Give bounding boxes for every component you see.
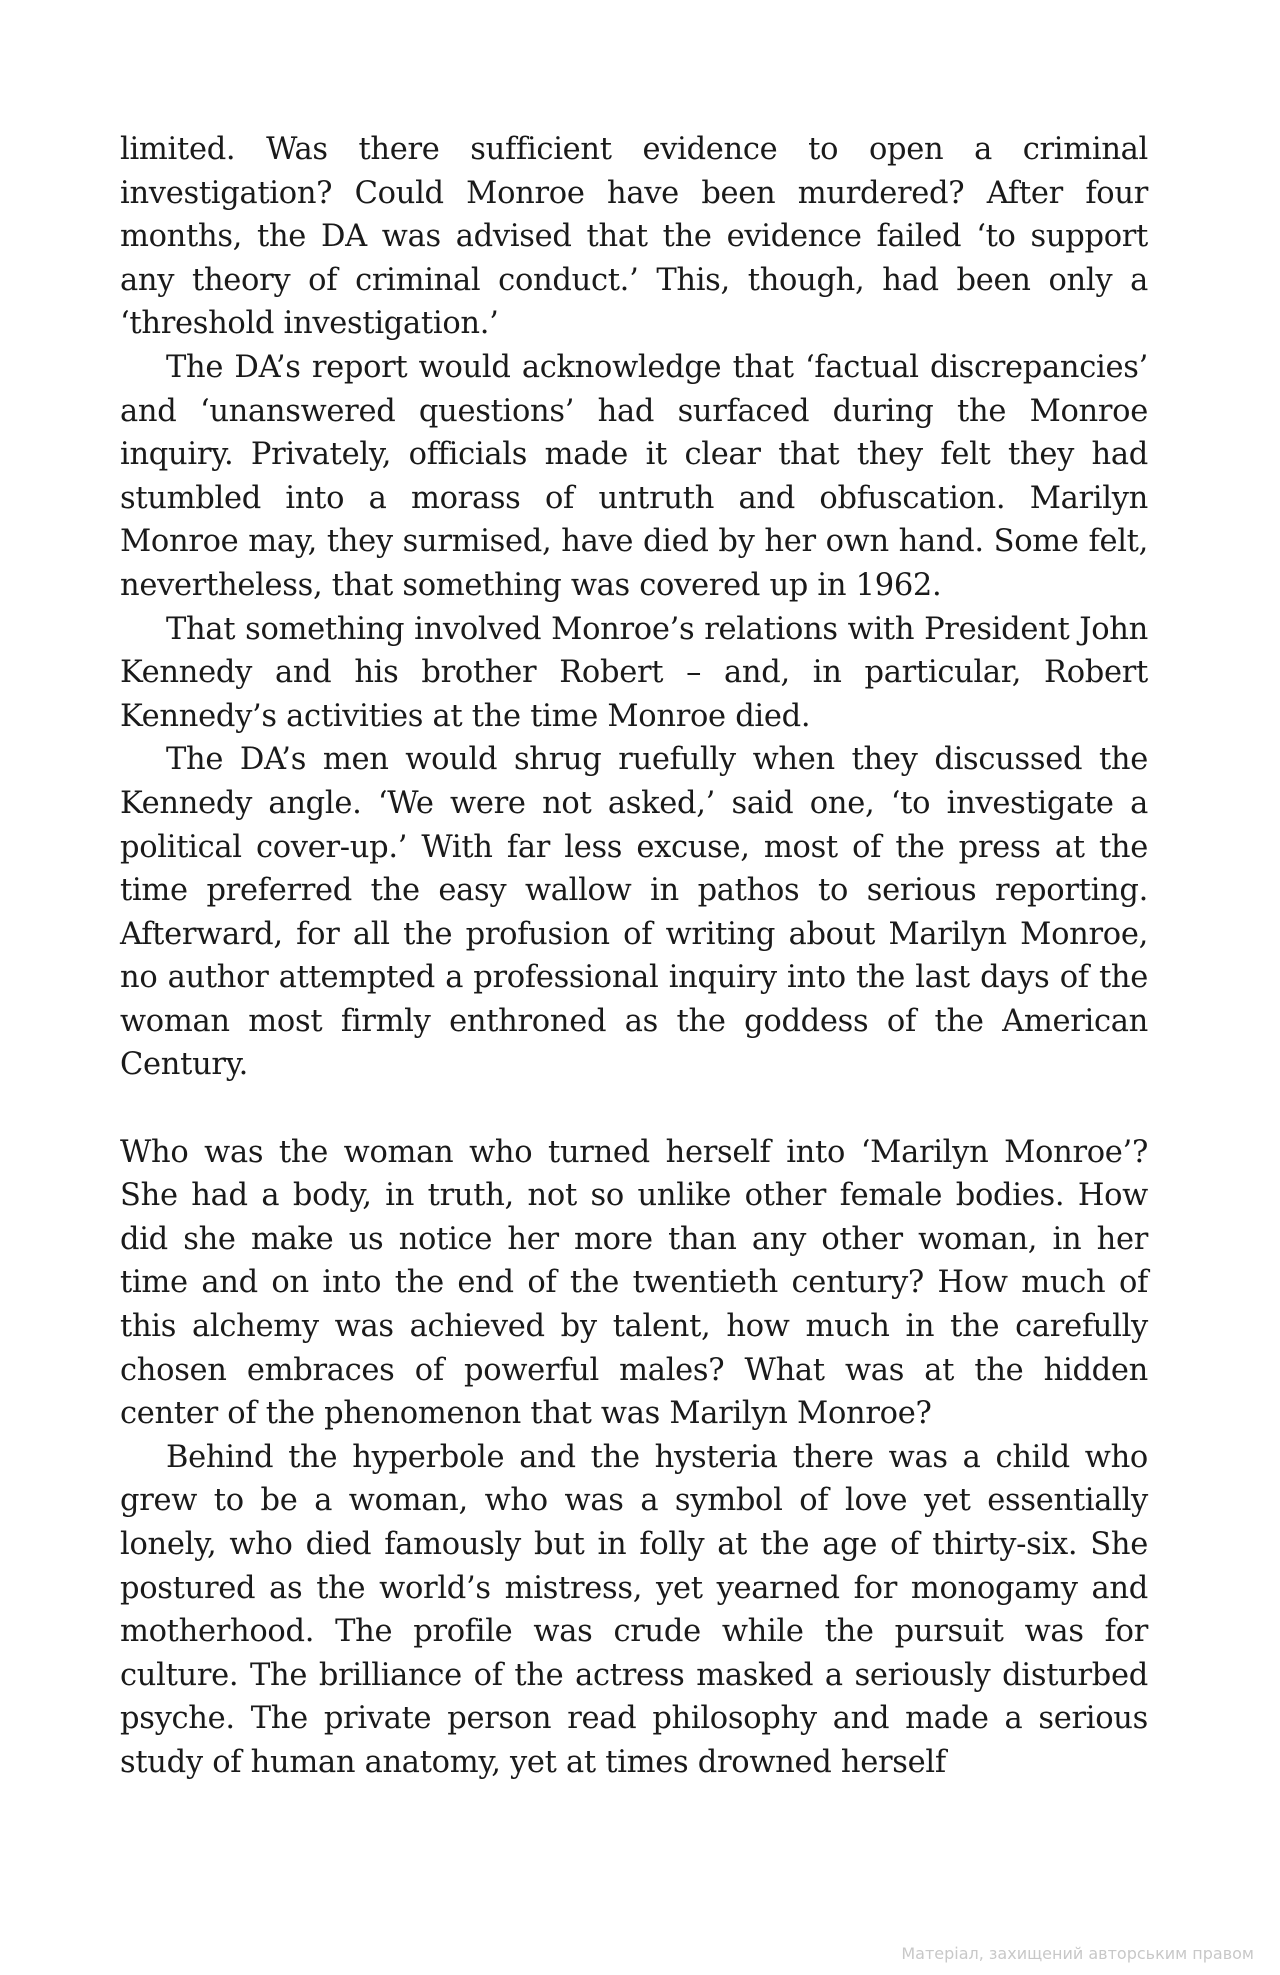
paragraph-behind-hyperbole: Behind the hyperbole and the hysteria there was a child who grew to be a woman, who was a symbol of love yet essentially lonely, who died famously but in folly at the age of thirty-six. She postured as the world’s mistress, yet yearned for monogamy and motherhood. The profile was crude while the pursuit was for culture. The brilliance of the actress masked a seriously disturbed psyche. The private person read philosophy and made a serious study of human anatomy, yet at times drowned herself: [120, 1439, 1148, 1780]
paragraph-kennedy-relations: That something involved Monroe’s relations with President John Kennedy and his brother Robert – and, in particular, Robert Kennedy’s activities at the time Monroe died.: [120, 611, 1148, 734]
book-page-text: [120, 128, 1148, 1785]
paragraph-da-report: The DA’s report would acknowledge that ‘factual discrepancies’ and ‘unanswered questions’ had surfaced during the Monroe inquiry. Privately, officials made it clear that they felt they had stumbled into a morass of untruth and obfuscation. Marilyn Monroe may, they surmised, have died by her own hand. Some felt, nevertheless, that something was covered up in 1962.: [120, 349, 1148, 603]
copyright-watermark: Матеріал, захищений авторським правом: [901, 1944, 1254, 1963]
paragraph-who-was-she: Who was the woman who turned herself into ‘Marilyn Monroe’? She had a body, in truth, not so unlike other female bodies. How did she make us notice her more than any other woman, in her time and on into the end of the twentieth century? How much of this alchemy was achieved by talent, how much in the carefully chosen embraces of powerful males? What was at the hidden center of the phenomenon that was Marilyn Monroe?: [120, 1134, 1148, 1432]
paragraph-kennedy-angle: The DA’s men would shrug ruefully when they discussed the Kennedy angle. ‘We were not asked,’ said one, ‘to investigate a political cover-up.’ With far less excuse, most of the press at the time preferred the easy wallow in pathos to serious reporting. Afterward, for all the profusion of writing about Marilyn Monroe, no author attempted a professional inquiry into the last days of the woman most firmly enthroned as the goddess of the American Century.: [120, 742, 1148, 1083]
section-break: [120, 1087, 1148, 1131]
paragraph-continued: limited. Was there sufficient evidence to open a criminal investigation? Could Monroe have been murdered? After four months, the DA was advised that the evidence failed ‘to support any theory of criminal conduct.’ This, though, had been only a ‘threshold investigation.’: [120, 132, 1148, 342]
